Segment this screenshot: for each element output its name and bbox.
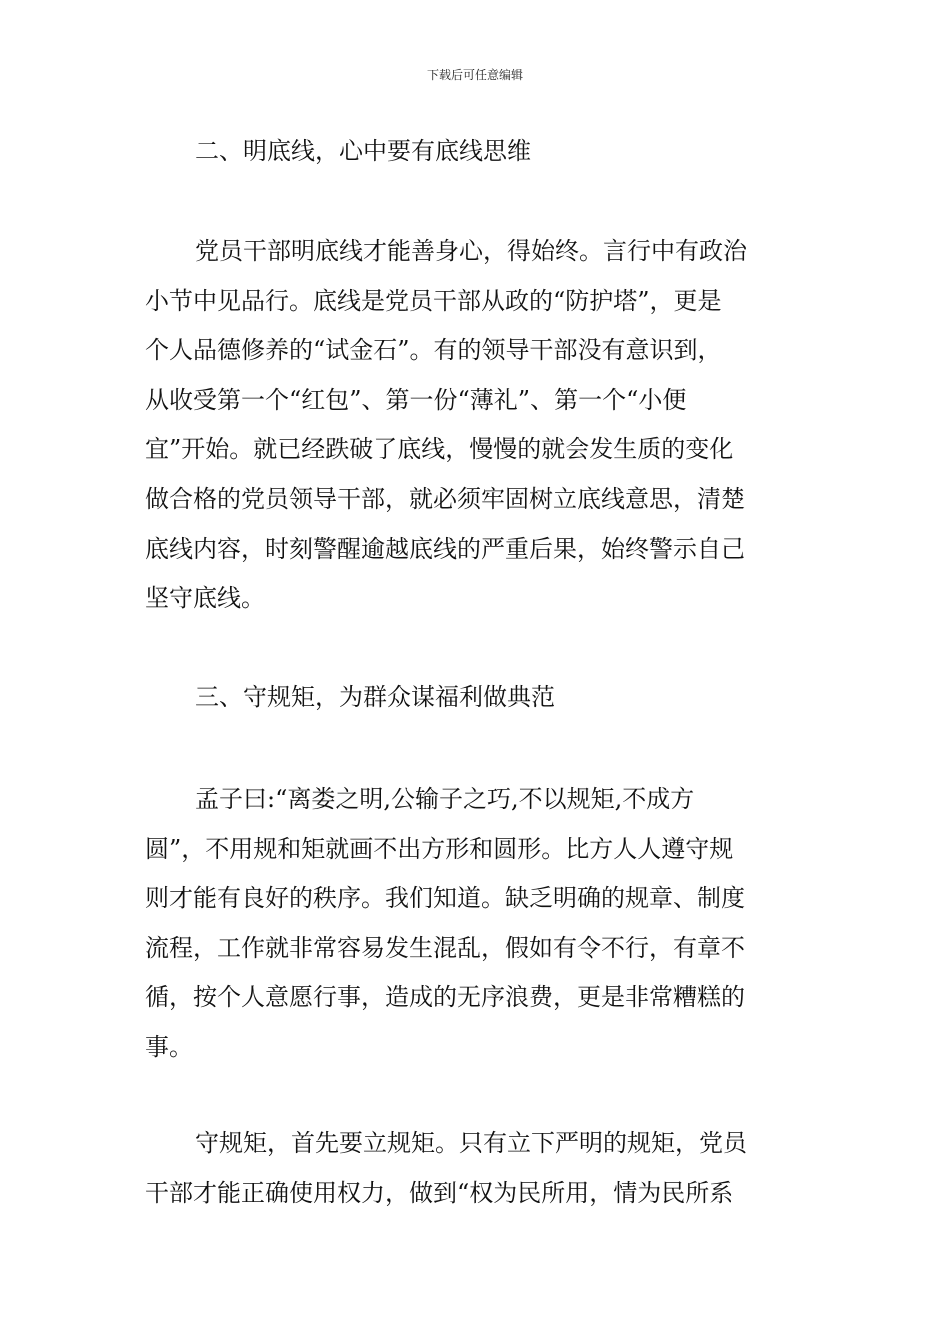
- section-heading-3: 三、守规矩，为群众谋福利做典范: [195, 683, 555, 711]
- paragraph-line: 做合格的党员领导干部，就必须牢固树立底线意思，清楚: [145, 484, 745, 513]
- paragraph-line: 流程，工作就非常容易发生混乱，假如有令不行，有章不: [145, 933, 745, 962]
- header-note: 下载后可任意编辑: [426, 68, 523, 82]
- paragraph-line: 干部才能正确使用权力，做到“权为民所用，情为民所系: [145, 1178, 734, 1207]
- paragraph-line: 宜”开始。就已经跌破了底线，慢慢的就会发生质的变化: [145, 435, 734, 464]
- paragraph-line: 则才能有良好的秩序。我们知道。缺乏明确的规章、制度: [145, 884, 745, 913]
- paragraph-line: 坚守底线。: [145, 584, 265, 613]
- paragraph-line: 从收受第一个“红包”、第一份“薄礼”、第一个“小便: [145, 385, 687, 414]
- paragraph-line: 党员干部明底线才能善身心，得始终。言行中有政治: [195, 237, 747, 265]
- paragraph-set-rules: [145, 1119, 810, 1218]
- paragraph-line: 事。: [145, 1032, 193, 1061]
- paragraph-line: 底线内容，时刻警醒逾越底线的严重后果，始终警示自己: [145, 534, 745, 563]
- paragraph-line: 个人品德修养的“试金石”。有的领导干部没有意识到，: [145, 336, 722, 365]
- paragraph-line: 孟子曰:“离娄之明,公输子之巧,不以规矩,不成方: [195, 785, 695, 813]
- paragraph-line: 守规矩，首先要立规矩。只有立下严明的规矩，党员: [195, 1129, 747, 1157]
- paragraph-line: 小节中见品行。底线是党员干部从政的“防护塔”，更是: [145, 286, 722, 315]
- section-heading-2: 二、明底线，心中要有底线思维: [195, 137, 531, 165]
- paragraph-line: 圆”，不用规和矩就画不出方形和圆形。比方人人遵守规: [145, 834, 734, 863]
- paragraph-line: 循，按个人意愿行事，造成的无序浪费，更是非常糟糕的: [145, 983, 745, 1012]
- paragraph-mencius: [145, 775, 810, 1073]
- paragraph-bottom-line: [145, 227, 810, 624]
